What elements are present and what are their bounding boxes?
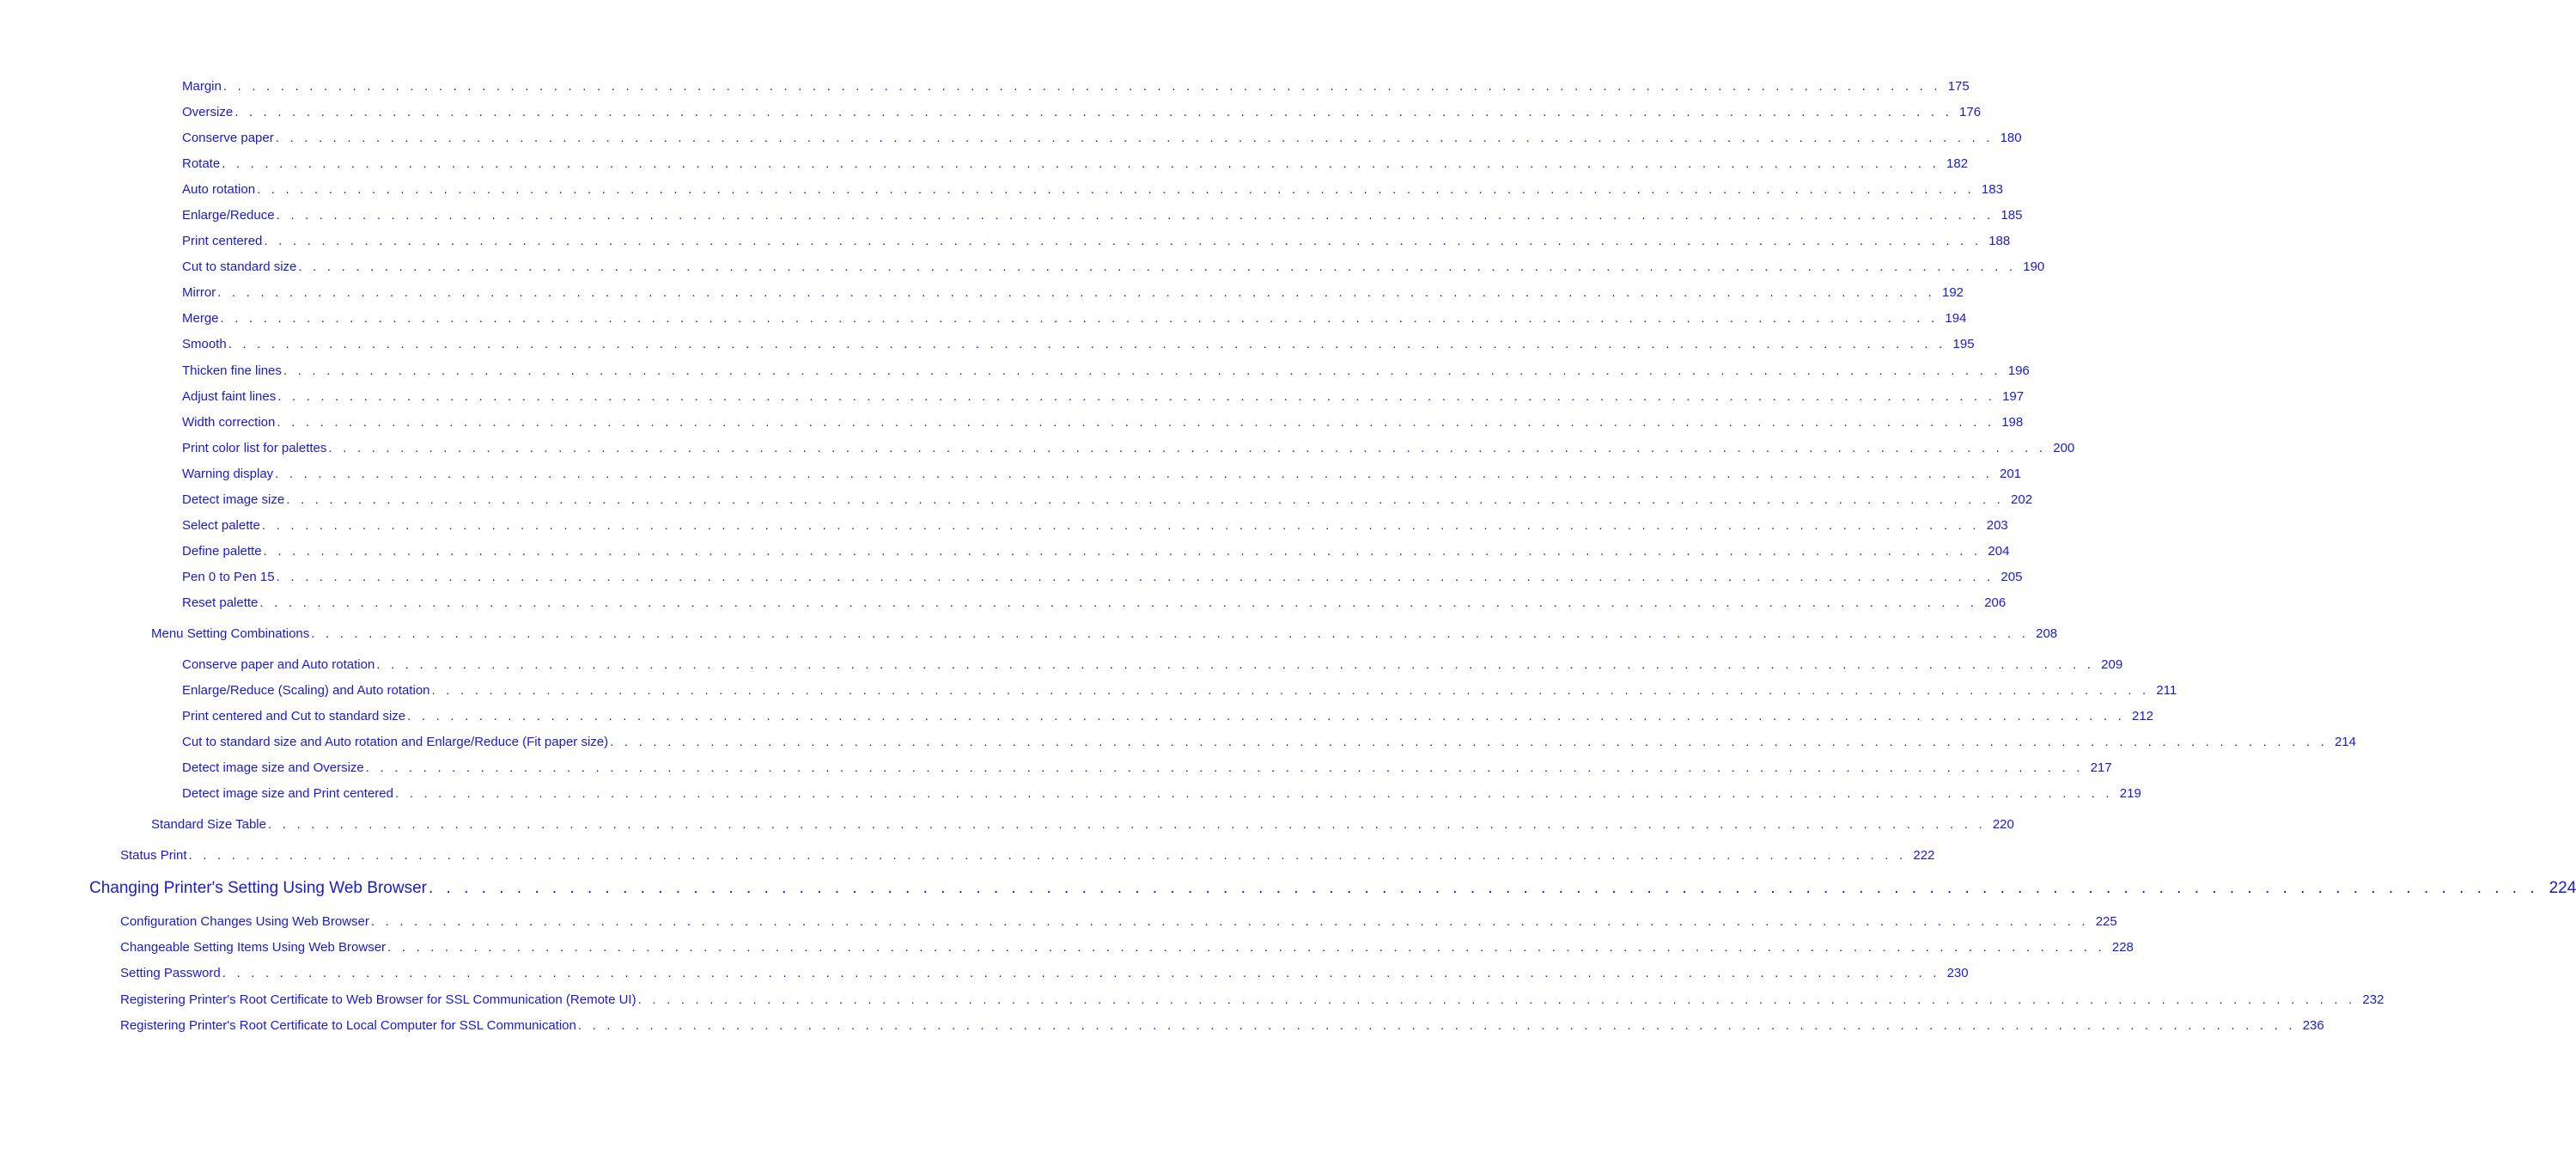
dot-leader: . . . . . . . . . . . . . . . . . . . . . . . . . . . . . . . . . . . . . . . . . . . . . . . . . . . . . . . . . . . . . . . . . . . . . . . . . . . . . . . . . . . . . . . . . . . . . . . . . . . . . . . . . . . . . . . . . . . . . . . . bbox=[222, 966, 1940, 980]
toc-entry-label: Width correction bbox=[182, 415, 276, 430]
dot-leader: . . . . . . . . . . . . . . . . . . . . . . . . . . . . . . . . . . . . . . . . . . . . . . . . . . . . . . . . . . . . . . . . . . . . . . . . . . . . . . . . . . . . . . . . . . . . . . . . . . . . . . . . . . . . . . . . . . . . . . . . bbox=[311, 626, 2030, 641]
dot-leader: . . . . . . . . . . . . . . . . . . . . . . . . . . . . . . . . . . . . . . . . . . . . . . . . . . . . . . . . . . . . . . . . . . . . . . . . . . . . . . . . . . . . . . . . . . . . . . . . . . . . . . . . . . . . . . . . . . . . . . . . bbox=[267, 817, 1986, 832]
toc-entry-page-number: 175 bbox=[1947, 79, 1970, 94]
dot-leader: . . . . . . . . . . . . . . . . . . . . . . . . . . . . . . . . . . . . . . . . . . . . . . . . . . . . . . . . . . . . . . . . . . . . . . . . . . . . . . . . . . . . . . . . . . . . . . . . . . . . . . . . . . . . . . . . . . . . . . . . bbox=[277, 389, 1996, 404]
toc-entry-page-number: 204 bbox=[1988, 544, 2010, 559]
toc-entry-label: Print centered and Cut to standard size bbox=[182, 709, 406, 723]
toc-entry[interactable] bbox=[182, 182, 2003, 197]
toc-entry[interactable] bbox=[182, 735, 2356, 749]
dot-leader: . . . . . . . . . . . . . . . . . . . . . . . . . . . . . . . . . . . . . . . . . . . . . . . . . . . . . . . . . . . . . . . . . . . . . . . . . . . . . . . . . . . . . . . . . . . . . . . . . . . . . . . . . . . . . . . . . . . . . . . . bbox=[637, 992, 2356, 1007]
toc-entry-label: Conserve paper bbox=[182, 131, 274, 145]
toc-entry[interactable] bbox=[182, 415, 2024, 430]
toc-entry[interactable] bbox=[182, 208, 2023, 223]
toc-entry-page-number: 232 bbox=[2362, 992, 2384, 1007]
dot-leader: . . . . . . . . . . . . . . . . . . . . . . . . . . . . . . . . . . . . . . . . . . . . . . . . . . . . . . . . . . . . . . . . . . . . . . . . . . . . . . . . . . . . . . . . . . . . . . . . . . . . . . . . . . . . . . . . . . . . . . . . bbox=[431, 683, 2150, 698]
dot-leader: . . . . . . . . . . . . . . . . . . . . . . . . . . . . . . . . . . . . . . . . . . . . . . . . . . . . . . . . . . . . . . . . . . . . . . . . . . . . . . . . . . . . . . . . . . . . . . . . . . . . . . . . . . . . . . . . . . . . . . . . bbox=[275, 131, 1994, 145]
toc-entry-page-number: 203 bbox=[1986, 518, 2008, 533]
toc-entry-label: Define palette bbox=[182, 544, 262, 559]
toc-entry-label: Conserve paper and Auto rotation bbox=[182, 657, 375, 672]
dot-leader: . . . . . . . . . . . . . . . . . . . . . . . . . . . . . . . . . . . . . . . . . . . . . . . . . . . . . . . . . . . . . . . . . . . . . . . . . . . . . . . . . . . . . . . . . . . . . . . . . . . . . . . . . . . . . . . . . . . . . . . . bbox=[286, 492, 2005, 507]
toc-entry[interactable] bbox=[182, 518, 2008, 533]
toc-entry-label: Changeable Setting Items Using Web Browser bbox=[120, 940, 387, 955]
toc-entry-label: Warning display bbox=[182, 467, 274, 481]
toc-entry[interactable] bbox=[182, 760, 2112, 775]
toc-entry-label: Detect image size and Oversize bbox=[182, 760, 364, 775]
toc-entry-label: Reset palette bbox=[182, 595, 259, 610]
dot-leader: . . . . . . . . . . . . . . . . . . . . . . . . . . . . . . . . . . . . . . . . . . . . . . . . . . . . . . . . . . . . . . . . . . . . . . . . . . . . . . . . . . . . . . . . . . . . . . . . . . . . . . . . . . . . . . . . . . . . . . . . bbox=[275, 467, 1993, 481]
toc-entry[interactable] bbox=[120, 940, 2134, 955]
toc-entry[interactable] bbox=[182, 492, 2033, 507]
toc-entry-page-number: 222 bbox=[1913, 848, 1935, 863]
toc-entry-label: Print color list for palettes bbox=[182, 441, 327, 455]
toc-entry-page-number: 208 bbox=[2036, 626, 2058, 641]
toc-entry[interactable] bbox=[182, 156, 1969, 171]
toc-entry[interactable] bbox=[120, 992, 2384, 1007]
dot-leader: . . . . . . . . . . . . . . . . . . . . . . . . . . . . . . . . . . . . . . . . . . . . . . . . . . . . . . . . . . . . . . . . . . . . . . . . . . . . . . . . . . . . . . . . . . . . . . . . . . . . . . . . . . . . . . . . . . . . . . . . bbox=[328, 441, 2047, 455]
toc-entry-page-number: 224 bbox=[2549, 879, 2576, 897]
dot-leader: . . . . . . . . . . . . . . . . . . . . . . . . . . . . . . . . . . . . . . . . . . . . . . . . . . . . . . . . . . . . . . . . . . . . . . . . . . . . . . . . . . . . . . . . . . . . . . . . . . . . . . . . . . . . . . . . . . . . . . . . bbox=[376, 657, 2095, 672]
toc-entry[interactable] bbox=[182, 709, 2154, 723]
toc-entry-label: Adjust faint lines bbox=[182, 389, 277, 404]
toc-entry-label: Detect image size and Print centered bbox=[182, 786, 393, 801]
toc-entry-label: Print centered bbox=[182, 234, 263, 248]
toc-entry[interactable] bbox=[182, 363, 2030, 378]
toc-entry-page-number: 205 bbox=[2001, 570, 2023, 584]
toc-entry-page-number: 195 bbox=[1952, 337, 1975, 351]
toc-entry-page-number: 188 bbox=[1988, 234, 2011, 248]
toc-entry-page-number: 201 bbox=[2000, 467, 2022, 481]
toc-entry[interactable] bbox=[120, 966, 1969, 980]
toc-entry-page-number: 219 bbox=[2119, 786, 2141, 801]
toc-entry[interactable] bbox=[89, 879, 2576, 898]
toc-entry[interactable] bbox=[182, 441, 2075, 455]
toc-entry-page-number: 209 bbox=[2101, 657, 2123, 672]
toc-entry[interactable] bbox=[182, 544, 2010, 559]
toc-entry[interactable] bbox=[182, 595, 2007, 610]
toc-entry-page-number: 183 bbox=[1981, 182, 2003, 197]
dot-leader: . . . . . . . . . . . . . . . . . . . . . . . . . . . . . . . . . . . . . . . . . . . . . . . . . . . . . . . . . . . . . . . . . . . . . . . . . . . . . . . . . . . . . . . . . . . . . . . . . . . . . . . . . . . . . . . . . . . . . . . . bbox=[217, 285, 1935, 300]
toc-entry[interactable] bbox=[151, 817, 2014, 832]
toc-entry-page-number: 190 bbox=[2023, 259, 2045, 274]
toc-entry-label: Cut to standard size bbox=[182, 259, 297, 274]
dot-leader: . . . . . . . . . . . . . . . . . . . . . . . . . . . . . . . . . . . . . . . . . . . . . . . . . . . . . . . . . . . . . . . . . . . . . . . . . . . . . . . . . . . . . . . . . . . . . . . . . . . . . . . . . . . . . . . . . . . . . . . . bbox=[234, 105, 1953, 119]
toc-entry-page-number: 228 bbox=[2111, 940, 2134, 955]
toc-entry-page-number: 206 bbox=[1984, 595, 2007, 610]
toc-entry-label: Changing Printer's Setting Using Web Browser bbox=[89, 879, 427, 897]
toc-entry-label: Smooth bbox=[182, 337, 227, 351]
toc-entry-page-number: 236 bbox=[2302, 1018, 2324, 1033]
toc-entry-page-number: 198 bbox=[2001, 415, 2024, 430]
toc-entry-page-number: 176 bbox=[1959, 105, 1982, 119]
toc-entry-label: Detect image size bbox=[182, 492, 285, 507]
toc-entry[interactable] bbox=[151, 626, 2058, 641]
toc-entry-label: Enlarge/Reduce (Scaling) and Auto rotation bbox=[182, 683, 430, 698]
dot-leader: . . . . . . . . . . . . . . . . . . . . . . . . . . . . . . . . . . . . . . . . . . . . . . . . . . . . . . . . . . . . . . . . . . . . . . . . . . . . . . . . . . . . . . . . . . . . . . . . . . . . . . . . . . . . . . . . . . . . . . . . bbox=[263, 544, 1982, 559]
dot-leader: . . . . . . . . . . . . . . . . . . . . . . . . . . . . . . . . . . . . . . . . . . . . . . . . . . . . . . . . . . . . . . . . . . . . . . . . . . . . . . . . . . . . . . . . . . . . . . . . . . . . . . . . . . . . . . . . . . . . . . . . bbox=[220, 311, 1939, 326]
toc-entry-page-number: 196 bbox=[2007, 363, 2030, 378]
dot-leader: . . . . . . . . . . . . . . . . . . . . . . . . . . . . . . . . . . . . . . . . . . . . . . . . . . . . . . . . . . . . . . . . . . . . . . . . . . . . . . . . . . . . . . . . . . . . . . . . . . . . . . . . . . . . . . . . . . . . . . . . bbox=[610, 735, 2328, 749]
toc-entry[interactable] bbox=[120, 848, 1935, 863]
dot-leader: . . . . . . . . . . . . . . . . . . . . . . . . . . . . . . . . . . . . . . . . . . . . . . . . . . . . . . . . . . . . . . . . . . . . . . . . . . . . . . . . . . . . . . . . . . . . . . . . . . . . . . . . . . . . . . . . . . . . . . . . bbox=[298, 259, 2017, 274]
dot-leader: . . . . . . . . . . . . . . . . . . . . . . . . . . . . . . . . . . . . . . . . . . . . . . . . . . . . . . . . . . . . . . . . . . . . . . . . . . . . . . . . . . . . . . . . . . . . . . . . . . . . . . . . . . . . . . . . . . . . . . . . bbox=[407, 709, 2125, 723]
toc-entry-label: Cut to standard size and Auto rotation and Enlarge/Reduce (Fit paper size) bbox=[182, 735, 609, 749]
toc-entry-page-number: 230 bbox=[1946, 966, 1969, 980]
toc-entry[interactable] bbox=[182, 337, 1975, 351]
toc-entry[interactable] bbox=[182, 311, 1967, 326]
toc-entry[interactable] bbox=[182, 131, 2022, 145]
toc-entry-label: Oversize bbox=[182, 105, 234, 119]
toc-entry-page-number: 182 bbox=[1946, 156, 1969, 171]
dot-leader: . . . . . . . . . . . . . . . . . . . . . . . . . . . . . . . . . . . . . . . . . . . . . . . . . . . . . . . . . . . . . . . . . . . . . . . . . . . . . . . . . . . . . . . . . . . . . . . . . . . . . . . . . . . . . . . . . . . . . . . . bbox=[394, 786, 2113, 801]
toc-entry[interactable] bbox=[120, 914, 2117, 929]
toc-entry-label: Enlarge/Reduce bbox=[182, 208, 275, 223]
toc-entry-label: Setting Password bbox=[120, 966, 221, 980]
toc-entry-page-number: 214 bbox=[2334, 735, 2356, 749]
toc-entry[interactable] bbox=[182, 657, 2123, 672]
dot-leader: . . . . . . . . . . . . . . . . . . . . . . . . . . . . . . . . . . . . . . . . . . . . . . . . . . . . . . . . . . . . . . . . . . . . . . . . . . . . . . . . . . . . . . . . . . . . . . . . . . . . . . . . . . . . . . . . . . . . . . . . bbox=[365, 760, 2084, 775]
toc-entry-label: Mirror bbox=[182, 285, 216, 300]
toc-entry-label: Menu Setting Combinations bbox=[151, 626, 310, 641]
toc-entry-label: Status Print bbox=[120, 848, 187, 863]
toc-entry-page-number: 225 bbox=[2095, 914, 2117, 929]
toc-entry-label: Merge bbox=[182, 311, 219, 326]
toc-entry[interactable] bbox=[182, 786, 2141, 801]
dot-leader: . . . . . . . . . . . . . . . . . . . . . . . . . . . . . . . . . . . . . . . . . . . . . . . . . . . . . . . . . . . . . . . . . . . . . . . . . . . . . . . . . . . . . . . . . . . . . . . . . . . . . . . . . . . . . . . . . . . . . . . . bbox=[370, 914, 2089, 929]
toc-entry-label: Rotate bbox=[182, 156, 221, 171]
toc-entry[interactable] bbox=[182, 234, 2011, 248]
toc-entry-label: Margin bbox=[182, 79, 222, 94]
toc-entry-label: Registering Printer's Root Certificate to Local Computer for SSL Communication bbox=[120, 1018, 576, 1033]
dot-leader: . . . . . . . . . . . . . . . . . . . . . . . . . . . . . . . . . . . . . . . . . . . . . . . . . . . . . . . . . . . . . . . . . . . . . . . . . . . . . . . . . . . . . . . . . . . . . . . . . . . . . . . . . . . . . . . . . . . . . . . . bbox=[259, 595, 1978, 610]
dot-leader: . . . . . . . . . . . . . . . . . . . . . . . . . . . . . . . . . . . . . . . . . . . . . . . . . . . . . . . . . . . . . . . . . . . . . . . . . . . . . . . . . . . . . . . . . . . . . . . . . . . . . . . . . . . . . . . . . . . . . . . . bbox=[222, 156, 1940, 171]
toc-entry[interactable] bbox=[182, 285, 1964, 300]
toc-entry[interactable] bbox=[182, 79, 1970, 94]
toc-entry-page-number: 192 bbox=[1941, 285, 1964, 300]
dot-leader: . . . . . . . . . . . . . . . . . . . . . . . . . . . . . . . . . . . . . . . . . . . . . . . . . . . . . . . . . . . . . . . . . . . . . . . . . . . . . . . . . . . . . . . . . . . . . . . . . . . . . . . . . . . . . . . . . . . . . . . . bbox=[428, 879, 2539, 897]
toc-entry-page-number: 217 bbox=[2090, 760, 2112, 775]
toc-entry-label: Configuration Changes Using Web Browser bbox=[120, 914, 369, 929]
dot-leader: . . . . . . . . . . . . . . . . . . . . . . . . . . . . . . . . . . . . . . . . . . . . . . . . . . . . . . . . . . . . . . . . . . . . . . . . . . . . . . . . . . . . . . . . . . . . . . . . . . . . . . . . . . . . . . . . . . . . . . . . bbox=[261, 518, 1980, 533]
dot-leader: . . . . . . . . . . . . . . . . . . . . . . . . . . . . . . . . . . . . . . . . . . . . . . . . . . . . . . . . . . . . . . . . . . . . . . . . . . . . . . . . . . . . . . . . . . . . . . . . . . . . . . . . . . . . . . . . . . . . . . . . bbox=[276, 570, 1994, 584]
toc-entry-label: Registering Printer's Root Certificate to Web Browser for SSL Communication (Remote UI) bbox=[120, 992, 636, 1007]
toc-entry-label: Auto rotation bbox=[182, 182, 256, 197]
dot-leader: . . . . . . . . . . . . . . . . . . . . . . . . . . . . . . . . . . . . . . . . . . . . . . . . . . . . . . . . . . . . . . . . . . . . . . . . . . . . . . . . . . . . . . . . . . . . . . . . . . . . . . . . . . . . . . . . . . . . . . . . bbox=[257, 182, 1975, 197]
dot-leader: . . . . . . . . . . . . . . . . . . . . . . . . . . . . . . . . . . . . . . . . . . . . . . . . . . . . . . . . . . . . . . . . . . . . . . . . . . . . . . . . . . . . . . . . . . . . . . . . . . . . . . . . . . . . . . . . . . . . . . . . bbox=[222, 79, 1941, 94]
dot-leader: . . . . . . . . . . . . . . . . . . . . . . . . . . . . . . . . . . . . . . . . . . . . . . . . . . . . . . . . . . . . . . . . . . . . . . . . . . . . . . . . . . . . . . . . . . . . . . . . . . . . . . . . . . . . . . . . . . . . . . . . bbox=[387, 940, 2105, 955]
dot-leader: . . . . . . . . . . . . . . . . . . . . . . . . . . . . . . . . . . . . . . . . . . . . . . . . . . . . . . . . . . . . . . . . . . . . . . . . . . . . . . . . . . . . . . . . . . . . . . . . . . . . . . . . . . . . . . . . . . . . . . . . bbox=[264, 234, 1982, 248]
toc-entry[interactable] bbox=[120, 1018, 2324, 1033]
toc-entry[interactable] bbox=[182, 683, 2177, 698]
toc-entry[interactable] bbox=[182, 570, 2023, 584]
toc-entry[interactable] bbox=[182, 389, 2025, 404]
toc-entry-label: Pen 0 to Pen 15 bbox=[182, 570, 275, 584]
toc-entry-label: Thicken fine lines bbox=[182, 363, 282, 378]
toc-entry-page-number: 194 bbox=[1945, 311, 1967, 326]
toc-entry-page-number: 220 bbox=[1992, 817, 2014, 832]
toc-entry-page-number: 202 bbox=[2011, 492, 2033, 507]
toc-entry[interactable] bbox=[182, 467, 2022, 481]
toc-entry-page-number: 197 bbox=[2002, 389, 2025, 404]
toc-entry[interactable] bbox=[182, 259, 2045, 274]
toc-entry-page-number: 212 bbox=[2131, 709, 2154, 723]
toc-entry-page-number: 180 bbox=[2000, 131, 2022, 145]
toc-entry-page-number: 211 bbox=[2156, 683, 2177, 698]
dot-leader: . . . . . . . . . . . . . . . . . . . . . . . . . . . . . . . . . . . . . . . . . . . . . . . . . . . . . . . . . . . . . . . . . . . . . . . . . . . . . . . . . . . . . . . . . . . . . . . . . . . . . . . . . . . . . . . . . . . . . . . . bbox=[283, 363, 2001, 378]
dot-leader: . . . . . . . . . . . . . . . . . . . . . . . . . . . . . . . . . . . . . . . . . . . . . . . . . . . . . . . . . . . . . . . . . . . . . . . . . . . . . . . . . . . . . . . . . . . . . . . . . . . . . . . . . . . . . . . . . . . . . . . . bbox=[577, 1018, 2296, 1033]
dot-leader: . . . . . . . . . . . . . . . . . . . . . . . . . . . . . . . . . . . . . . . . . . . . . . . . . . . . . . . . . . . . . . . . . . . . . . . . . . . . . . . . . . . . . . . . . . . . . . . . . . . . . . . . . . . . . . . . . . . . . . . . bbox=[228, 337, 1946, 351]
toc-entry-page-number: 200 bbox=[2053, 441, 2075, 455]
toc-entry-label: Select palette bbox=[182, 518, 260, 533]
toc-entry[interactable] bbox=[182, 105, 1982, 119]
dot-leader: . . . . . . . . . . . . . . . . . . . . . . . . . . . . . . . . . . . . . . . . . . . . . . . . . . . . . . . . . . . . . . . . . . . . . . . . . . . . . . . . . . . . . . . . . . . . . . . . . . . . . . . . . . . . . . . . . . . . . . . . bbox=[188, 848, 1907, 863]
dot-leader: . . . . . . . . . . . . . . . . . . . . . . . . . . . . . . . . . . . . . . . . . . . . . . . . . . . . . . . . . . . . . . . . . . . . . . . . . . . . . . . . . . . . . . . . . . . . . . . . . . . . . . . . . . . . . . . . . . . . . . . . bbox=[276, 208, 1994, 223]
toc-entry-label: Standard Size Table bbox=[151, 817, 266, 832]
toc-entry-page-number: 185 bbox=[2001, 208, 2023, 223]
dot-leader: . . . . . . . . . . . . . . . . . . . . . . . . . . . . . . . . . . . . . . . . . . . . . . . . . . . . . . . . . . . . . . . . . . . . . . . . . . . . . . . . . . . . . . . . . . . . . . . . . . . . . . . . . . . . . . . . . . . . . . . . bbox=[277, 415, 1995, 430]
